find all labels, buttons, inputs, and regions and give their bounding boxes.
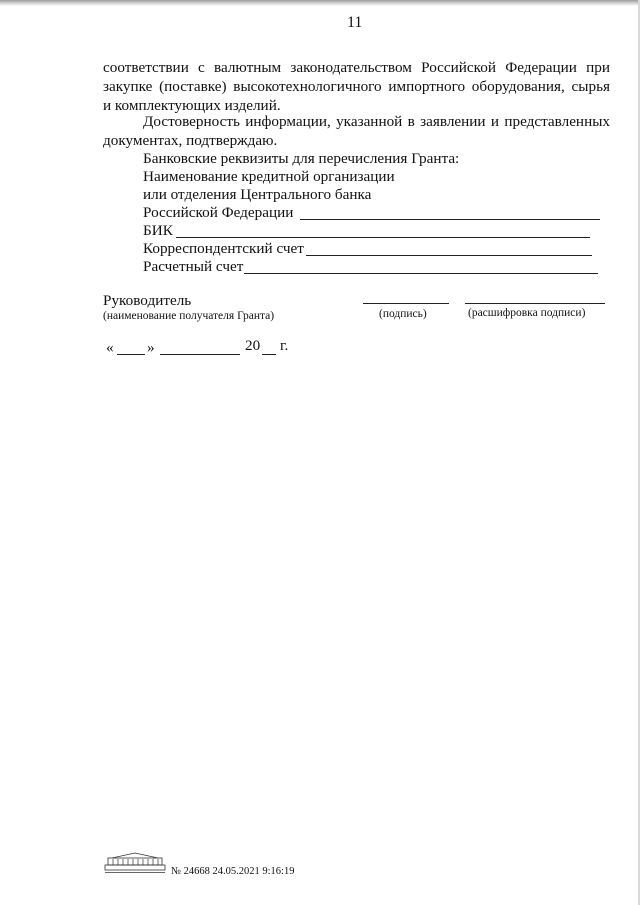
role-caption: (наименование получателя Гранта) xyxy=(103,310,275,322)
settlement-account-field[interactable] xyxy=(244,273,598,274)
paragraph-line: соответствии с валютным законодательством Российской Федерации при xyxy=(103,59,610,76)
paragraph-line: закупке (поставке) высокотехнологичного импортного оборудования, сырья xyxy=(103,78,610,95)
signature-caption: (подпись) xyxy=(379,308,427,320)
paragraph-line: документах, подтверждаю. xyxy=(103,132,278,149)
correspondent-account-label: Корреспондентский счет xyxy=(143,240,304,257)
settlement-account-label: Расчетный счет xyxy=(143,258,244,275)
bik-field[interactable] xyxy=(176,237,590,238)
bank-org-label-line3: Российской Федерации xyxy=(143,204,294,221)
paragraph-currency-law xyxy=(103,58,610,115)
paragraph-confirmation xyxy=(103,112,610,150)
signature-decode-field[interactable] xyxy=(465,303,605,304)
head-role-label: Руководитель xyxy=(103,292,192,309)
bank-org-label-line2: или отделения Центрального банка xyxy=(143,186,372,203)
bank-org-label-line1: Наименование кредитной организации xyxy=(143,168,395,185)
date-month-field[interactable] xyxy=(160,354,240,355)
page-number: 11 xyxy=(347,14,363,31)
date-open-quote: « xyxy=(106,339,114,356)
paragraph-line: Достоверность информации, указанной в заявлении и представленных xyxy=(143,113,610,130)
date-year-prefix: 20 xyxy=(245,337,261,354)
date-close-quote: » xyxy=(147,339,155,356)
paragraph-line: и комплектующих изделий. xyxy=(103,97,281,114)
date-day-field[interactable] xyxy=(117,354,145,355)
bank-details-heading: Банковские реквизиты для перечисления Гранта: xyxy=(143,150,460,167)
date-year-field[interactable] xyxy=(262,354,276,355)
signature-decode-caption: (расшифровка подписи) xyxy=(468,307,586,319)
bik-label: БИК xyxy=(143,222,173,239)
signature-field[interactable] xyxy=(363,303,449,304)
registry-stamp-icon xyxy=(104,852,166,874)
bank-org-field[interactable] xyxy=(300,219,600,220)
scan-top-edge xyxy=(0,0,640,6)
correspondent-account-field[interactable] xyxy=(306,255,592,256)
date-year-suffix: г. xyxy=(280,337,289,354)
registration-number: № 24668 24.05.2021 9:16:19 xyxy=(171,866,295,877)
